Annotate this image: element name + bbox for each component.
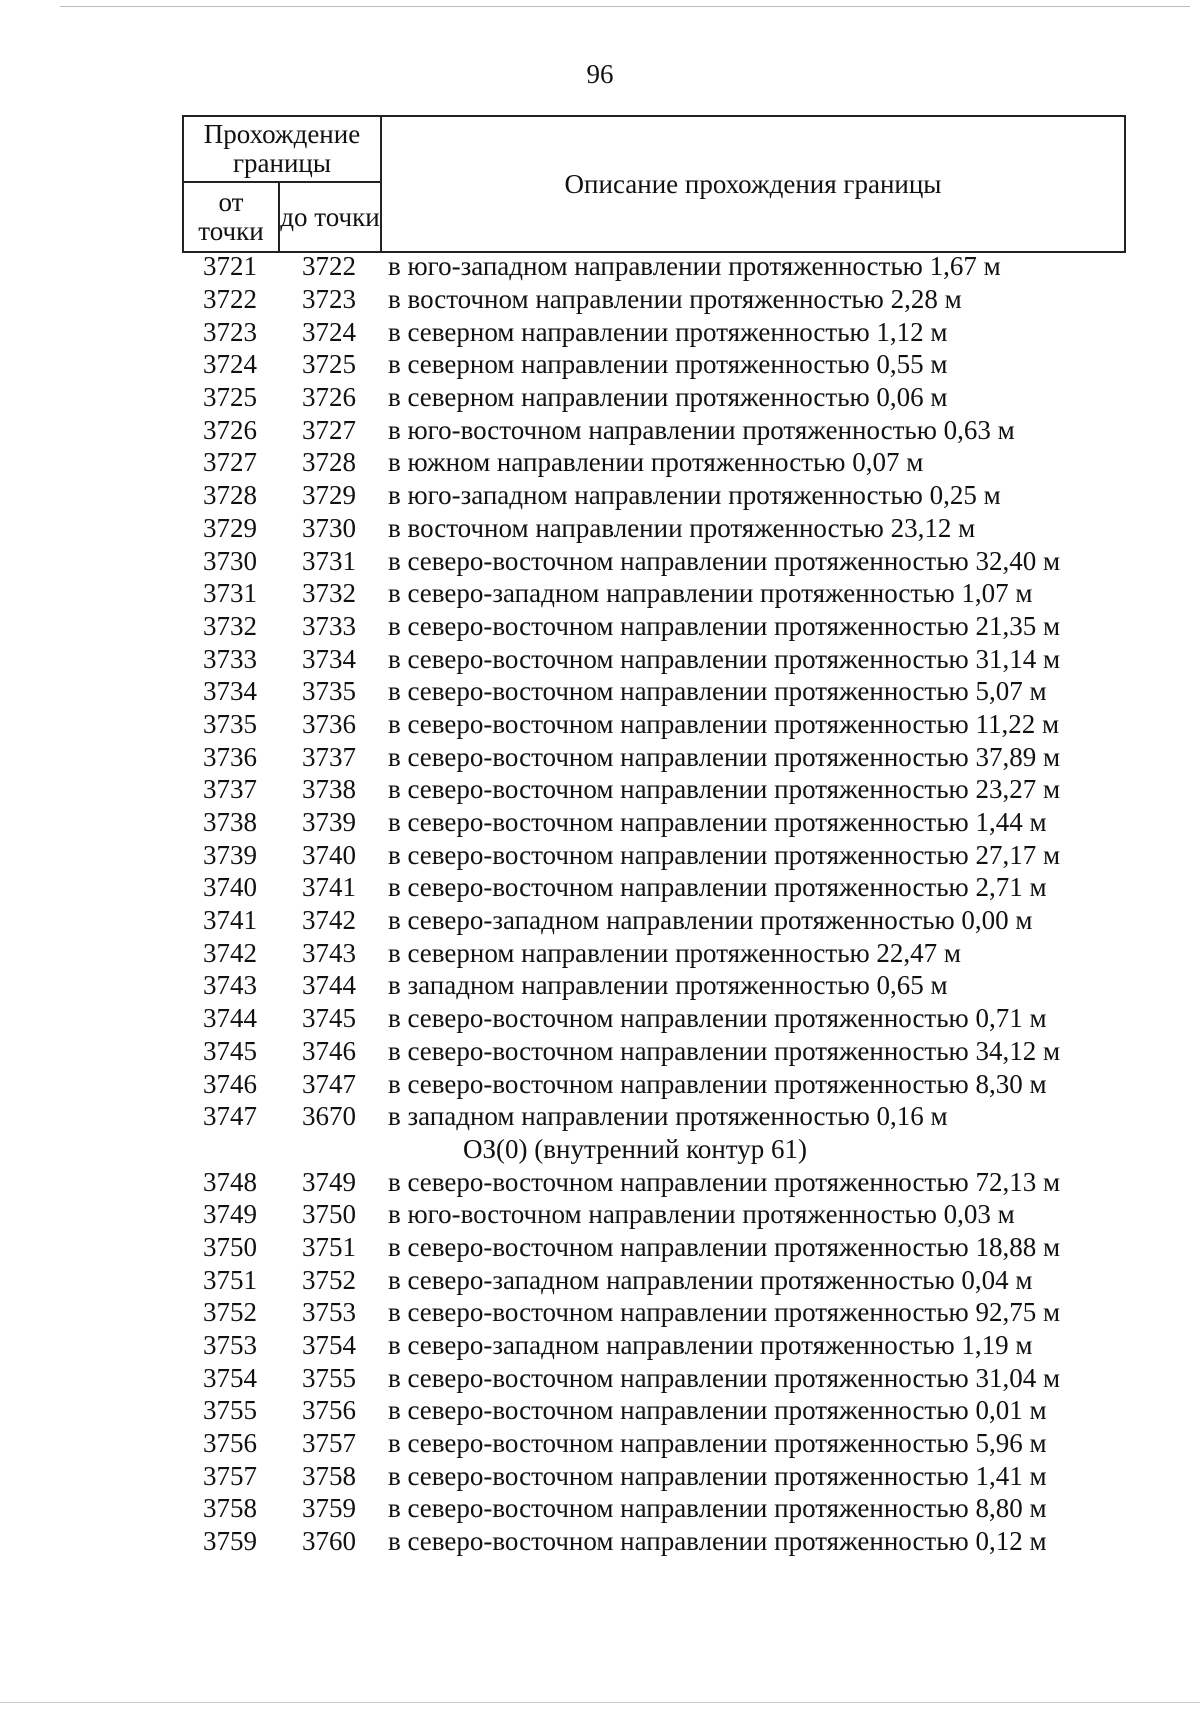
from-point-cell: 3743 (203, 970, 257, 1001)
to-point-cell: 3741 (302, 872, 356, 903)
description-cell: в юго-западном направлении протяженностью 1,67 м (388, 251, 1001, 282)
to-point-cell: 3759 (302, 1493, 356, 1524)
scan-edge-bottom (0, 1702, 1200, 1703)
from-point-cell: 3738 (203, 807, 257, 838)
from-point-cell: 3754 (203, 1362, 257, 1393)
scan-edge-top (60, 6, 1190, 7)
description-cell: в северо-восточном направлении протяженностью 21,35 м (388, 610, 1061, 641)
from-point-cell: 3731 (203, 578, 257, 609)
from-point-cell: 3756 (203, 1428, 257, 1459)
to-point-cell: 3740 (302, 839, 356, 870)
description-cell: в северном направлении протяженностью 0,06 м (388, 382, 948, 413)
from-point-cell: 3724 (203, 349, 257, 380)
description-cell: в северо-восточном направлении протяженностью 92,75 м (388, 1297, 1061, 1328)
to-point-cell: 3731 (302, 545, 356, 576)
to-point-cell: 3724 (302, 316, 356, 347)
description-cell: в западном направлении протяженностью 0,65 м (388, 970, 948, 1001)
to-point-cell: 3725 (302, 349, 356, 380)
from-point-cell: 3740 (203, 872, 257, 903)
to-point-cell: 3670 (302, 1101, 356, 1132)
to-point-cell: 3736 (302, 708, 356, 739)
description-cell: в северо-восточном направлении протяженностью 31,04 м (388, 1362, 1061, 1393)
from-point-cell: 3737 (203, 774, 257, 805)
to-point-cell: 3760 (302, 1526, 356, 1557)
to-point-cell: 3728 (302, 447, 356, 478)
section-title: ОЗ(0) (внутренний контур 61) (463, 1133, 807, 1164)
to-point-cell: 3746 (302, 1035, 356, 1066)
table-row (182, 413, 1124, 446)
table-row (182, 1067, 1124, 1100)
to-point-cell: 3755 (302, 1362, 356, 1393)
from-point-cell: 3753 (203, 1330, 257, 1361)
page-number: 96 (586, 59, 614, 89)
description-cell: в юго-западном направлении протяженностью 0,25 м (388, 480, 1001, 511)
from-point-cell: 3741 (203, 905, 257, 936)
table-row (182, 283, 1124, 316)
description-cell: в северо-западном направлении протяженностью 0,04 м (388, 1264, 1033, 1295)
to-point-cell: 3729 (302, 480, 356, 511)
description-cell: в северо-восточном направлении протяженностью 32,40 м (388, 545, 1061, 576)
to-point-cell: 3756 (302, 1395, 356, 1426)
description-cell: в северо-восточном направлении протяженностью 18,88 м (388, 1231, 1061, 1262)
description-cell: в северо-восточном направлении протяженностью 0,01 м (388, 1395, 1047, 1426)
from-point-cell: 3732 (203, 610, 257, 641)
from-point-cell: 3750 (203, 1231, 257, 1262)
to-point-cell: 3723 (302, 284, 356, 315)
description-cell: в северо-восточном направлении протяженностью 1,44 м (388, 807, 1047, 838)
to-point-cell: 3734 (302, 643, 356, 674)
from-point-cell: 3751 (203, 1264, 257, 1295)
from-point-cell: 3745 (203, 1035, 257, 1066)
table-row (182, 250, 1124, 283)
header-description: Описание прохождения границы (381, 116, 1125, 252)
description-cell: в северо-восточном направлении протяженностью 0,12 м (388, 1526, 1047, 1557)
header-to-point: до точки (279, 182, 381, 252)
to-point-cell: 3752 (302, 1264, 356, 1295)
table-row (182, 969, 1124, 1002)
table-row (182, 1002, 1124, 1035)
table-row (182, 315, 1124, 348)
to-point-cell: 3733 (302, 610, 356, 641)
from-point-cell: 3746 (203, 1068, 257, 1099)
description-cell: в южном направлении протяженностью 0,07 м (388, 447, 924, 478)
table-row (182, 544, 1124, 577)
table-row (182, 1296, 1124, 1329)
to-point-cell: 3735 (302, 676, 356, 707)
from-point-cell: 3723 (203, 316, 257, 347)
table-row (182, 446, 1124, 479)
from-point-cell: 3722 (203, 284, 257, 315)
table-row (182, 708, 1124, 741)
table-row (182, 1263, 1124, 1296)
from-point-cell: 3739 (203, 839, 257, 870)
description-cell: в северном направлении протяженностью 1,12 м (388, 316, 948, 347)
description-cell: в северо-восточном направлении протяженностью 11,22 м (388, 708, 1060, 739)
table-row (182, 1361, 1124, 1394)
description-cell: в северо-восточном направлении протяженностью 37,89 м (388, 741, 1061, 772)
description-cell: в северо-восточном направлении протяженностью 5,96 м (388, 1428, 1047, 1459)
description-cell: в северо-восточном направлении протяженностью 72,13 м (388, 1166, 1061, 1197)
to-point-cell: 3722 (302, 251, 356, 282)
table-row (182, 1459, 1124, 1492)
table-row (182, 1329, 1124, 1362)
to-point-cell: 3749 (302, 1166, 356, 1197)
table-row (182, 479, 1124, 512)
to-point-cell: 3727 (302, 414, 356, 445)
description-cell: в восточном направлении протяженностью 2,28 м (388, 284, 962, 315)
from-point-cell: 3726 (203, 414, 257, 445)
table-row (182, 740, 1124, 773)
table-row (182, 871, 1124, 904)
to-point-cell: 3750 (302, 1199, 356, 1230)
from-point-cell: 3729 (203, 512, 257, 543)
table-row (182, 610, 1124, 643)
table-row (182, 1427, 1124, 1460)
table-row (182, 348, 1124, 381)
description-cell: в северо-восточном направлении протяженностью 5,07 м (388, 676, 1047, 707)
table-row (182, 675, 1124, 708)
from-point-cell: 3736 (203, 741, 257, 772)
description-cell: в северо-западном направлении протяженностью 0,00 м (388, 905, 1033, 936)
from-point-cell: 3742 (203, 937, 257, 968)
table-row (182, 1035, 1124, 1068)
from-point-cell: 3735 (203, 708, 257, 739)
description-cell: в северо-восточном направлении протяженностью 8,30 м (388, 1068, 1047, 1099)
from-point-cell: 3752 (203, 1297, 257, 1328)
to-point-cell: 3732 (302, 578, 356, 609)
from-point-cell: 3759 (203, 1526, 257, 1557)
table-row (182, 806, 1124, 839)
from-point-cell: 3727 (203, 447, 257, 478)
to-point-cell: 3747 (302, 1068, 356, 1099)
to-point-cell: 3743 (302, 937, 356, 968)
to-point-cell: 3738 (302, 774, 356, 805)
table-row (182, 381, 1124, 414)
table-row (182, 1492, 1124, 1525)
description-cell: в северо-западном направлении протяженностью 1,19 м (388, 1330, 1033, 1361)
header-boundary-passage: Прохождение границы (183, 116, 381, 182)
description-cell: в северо-восточном направлении протяженностью 34,12 м (388, 1035, 1061, 1066)
table-row (182, 1525, 1124, 1558)
to-point-cell: 3745 (302, 1003, 356, 1034)
from-point-cell: 3757 (203, 1460, 257, 1491)
from-point-cell: 3744 (203, 1003, 257, 1034)
rows-block-2 (182, 1165, 1124, 1557)
from-point-cell: 3725 (203, 382, 257, 413)
from-point-cell: 3749 (203, 1199, 257, 1230)
description-cell: в северо-восточном направлении протяженностью 0,71 м (388, 1003, 1047, 1034)
table-row (182, 936, 1124, 969)
description-cell: в северном направлении протяженностью 0,55 м (388, 349, 948, 380)
from-point-cell: 3734 (203, 676, 257, 707)
description-cell: в восточном направлении протяженностью 23,12 м (388, 512, 976, 543)
table-row (182, 1394, 1124, 1427)
description-cell: в юго-восточном направлении протяженностью 0,63 м (388, 414, 1015, 445)
from-point-cell: 3748 (203, 1166, 257, 1197)
description-cell: в северо-восточном направлении протяженностью 1,41 м (388, 1460, 1047, 1491)
table-row (182, 512, 1124, 545)
from-point-cell: 3747 (203, 1101, 257, 1132)
to-point-cell: 3730 (302, 512, 356, 543)
to-point-cell: 3744 (302, 970, 356, 1001)
table-row (182, 577, 1124, 610)
description-cell: в северо-восточном направлении протяженностью 31,14 м (388, 643, 1061, 674)
from-point-cell: 3730 (203, 545, 257, 576)
table-row (182, 1165, 1124, 1198)
to-point-cell: 3737 (302, 741, 356, 772)
to-point-cell: 3739 (302, 807, 356, 838)
from-point-cell: 3755 (203, 1395, 257, 1426)
table-row (182, 904, 1124, 937)
description-cell: в северном направлении протяженностью 22,47 м (388, 937, 962, 968)
table-row (182, 1231, 1124, 1264)
boundary-table-header (182, 115, 1126, 253)
description-cell: в юго-восточном направлении протяженностью 0,03 м (388, 1199, 1015, 1230)
to-point-cell: 3751 (302, 1231, 356, 1262)
from-point-cell: 3758 (203, 1493, 257, 1524)
description-cell: в северо-восточном направлении протяженностью 8,80 м (388, 1493, 1047, 1524)
to-point-cell: 3742 (302, 905, 356, 936)
table-row (182, 1100, 1124, 1133)
description-cell: в северо-восточном направлении протяженностью 23,27 м (388, 774, 1061, 805)
table-row (182, 838, 1124, 871)
to-point-cell: 3726 (302, 382, 356, 413)
to-point-cell: 3757 (302, 1428, 356, 1459)
from-point-cell: 3728 (203, 480, 257, 511)
table-row (182, 1198, 1124, 1231)
header-from-point: от точки (183, 182, 279, 252)
to-point-cell: 3758 (302, 1460, 356, 1491)
from-point-cell: 3721 (203, 251, 257, 282)
to-point-cell: 3754 (302, 1330, 356, 1361)
description-cell: в северо-восточном направлении протяженностью 27,17 м (388, 839, 1061, 870)
to-point-cell: 3753 (302, 1297, 356, 1328)
rows-block-1 (182, 250, 1124, 1133)
boundary-table-body (182, 250, 1124, 1558)
table-row (182, 642, 1124, 675)
from-point-cell: 3733 (203, 643, 257, 674)
description-cell: в северо-западном направлении протяженностью 1,07 м (388, 578, 1033, 609)
table-row (182, 773, 1124, 806)
description-cell: в северо-восточном направлении протяженностью 2,71 м (388, 872, 1047, 903)
description-cell: в западном направлении протяженностью 0,16 м (388, 1101, 948, 1132)
